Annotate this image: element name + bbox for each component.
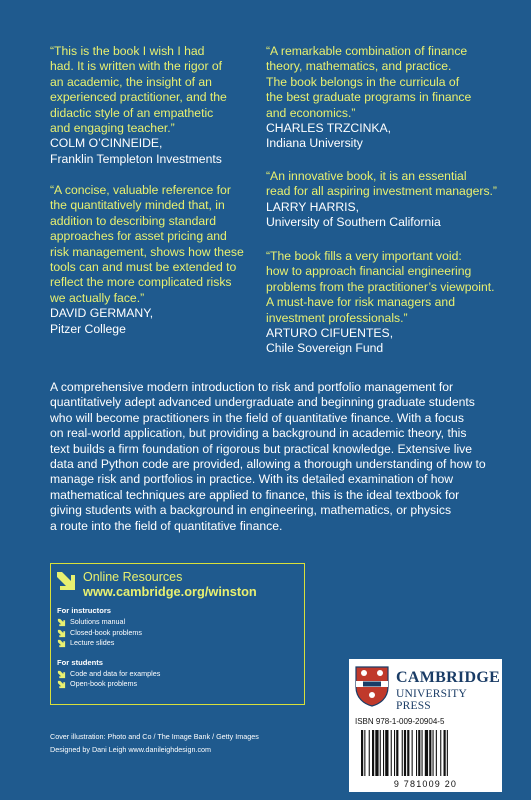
barcode-bar (402, 730, 403, 776)
barcode-bar (391, 730, 392, 776)
instructors-label: For instructors (57, 606, 112, 615)
barcode-bar (447, 730, 448, 776)
arrow-down-right-icon (57, 629, 66, 638)
barcode-bar (380, 730, 381, 776)
quote-affiliation: Indiana University (266, 136, 363, 151)
barcode-bar (372, 730, 374, 776)
barcode-bar (404, 730, 406, 776)
list-item: Solutions manual (57, 617, 298, 628)
quote-text: “This is the book I wish I had had. It is written with the rigor of an academic, the insight of an experienced practitioner, and the didactic style of an empathetic and engaging teacher.” (50, 44, 227, 136)
online-resources-list (57, 606, 298, 690)
students-label: For students (57, 657, 103, 667)
barcode-bar (412, 730, 413, 776)
barcode-bar (364, 730, 365, 776)
online-resources-title: Online Resources (83, 570, 183, 584)
cambridge-shield-icon (354, 665, 390, 707)
quote-author: COLM O’CINNEIDE, (50, 136, 163, 151)
quote-author: ARTURO CIFUENTES, (266, 326, 394, 341)
quote-affiliation: Franklin Templeton Investments (50, 151, 222, 166)
barcode-bar (433, 730, 434, 776)
quote-text: “A concise, valuable reference for the quantitatively minded that, in addition to describing standard approaches for asset pricing and risk management, shows how these tools can and must be extended to reflect the more complicated risks we actually face.” (50, 183, 244, 305)
quote-colm (50, 44, 260, 167)
publisher-logo (349, 659, 502, 713)
isbn-label: ISBN 978-1-009-20904-5 (355, 717, 445, 726)
barcode (359, 730, 489, 782)
publisher-press: UNIVERSITY PRESS (396, 688, 467, 712)
arrow-down-right-icon (55, 570, 77, 592)
barcode-bar (394, 730, 395, 776)
quote-affiliation: Chile Sovereign Fund (266, 341, 384, 356)
online-resources-box (50, 563, 305, 705)
barcode-bar (425, 730, 428, 776)
barcode-bar (418, 730, 420, 776)
quote-larry (266, 169, 516, 231)
barcode-bar (407, 730, 409, 776)
quote-text: “An innovative book, it is an essential read for all aspiring investment managers.” (266, 169, 497, 199)
barcode-bar (396, 730, 398, 776)
arrow-down-right-icon (57, 618, 66, 627)
design-credit: Designed by Dani Leigh www.danileighdesign.com (50, 745, 212, 754)
list-item: Lecture slides (57, 638, 298, 649)
barcode-bar (385, 730, 388, 776)
barcode-bar (369, 730, 370, 776)
arrow-down-right-icon (57, 670, 66, 679)
list-item: Code and data for examples (57, 669, 298, 680)
quote-arturo (266, 249, 516, 357)
quote-charles (266, 44, 516, 152)
list-item: Closed-book problems (57, 628, 298, 639)
barcode-bar (444, 730, 446, 776)
quote-david (50, 183, 260, 337)
barcode-bar (416, 730, 417, 776)
quote-text: “A remarkable combination of finance theory, mathematics, and practice. The book belongs in the curricula of the best graduate programs in finance and economics.” (266, 44, 472, 120)
barcode-bar (440, 730, 441, 776)
quote-author: LARRY HARRIS, (266, 199, 360, 214)
online-resources-header (51, 564, 304, 600)
barcode-bar (375, 730, 378, 776)
list-item: Open-book problems (57, 679, 298, 690)
online-resources-url[interactable]: www.cambridge.org/winston (83, 584, 257, 599)
barcode-bar (436, 730, 437, 776)
quote-author: DAVID GERMANY, (50, 306, 154, 321)
book-description: A comprehensive modern introduction to risk and portfolio management for quantitatively adept advanced undergraduate and beginning graduate students who will become practitioners in the field of quantitative finance. With a focus on real-world application, but providing a background in academic theory, this text builds a firm foundation of rigorous but practical knowledge. Extensive live data and Python code are provided, allowing a thorough understanding of how to manage risk and portfolios in practice. With its detailed examination of how mathematical techniques are applied to finance, this is the ideal textbook for giving students with a background in engineering, mathematics, or physics a route into the field of quantitative finance. (50, 380, 486, 533)
quote-author: CHARLES TRZCINKA, (266, 121, 392, 136)
quote-affiliation: University of Southern California (266, 215, 441, 230)
quote-affiliation: Pitzer College (50, 321, 126, 336)
quote-text: “The book fills a very important void: how to approach financial engineering problems from the practitioner’s viewpoint. A must-have for risk managers and investment professionals.” (266, 249, 495, 325)
barcode-bar (429, 730, 431, 776)
barcode-bar (422, 730, 423, 776)
barcode-bar (383, 730, 384, 776)
barcode-bar (361, 730, 363, 776)
publisher-name: CAMBRIDGE (396, 669, 501, 686)
barcode-panel (349, 713, 502, 792)
barcode-digits: 9 781009 20 (393, 779, 458, 789)
arrow-down-right-icon (57, 639, 66, 648)
cover-credit: Cover illustration: Photo and Co / The Image Bank / Getty Images (50, 732, 259, 741)
arrow-down-right-icon (57, 680, 66, 689)
